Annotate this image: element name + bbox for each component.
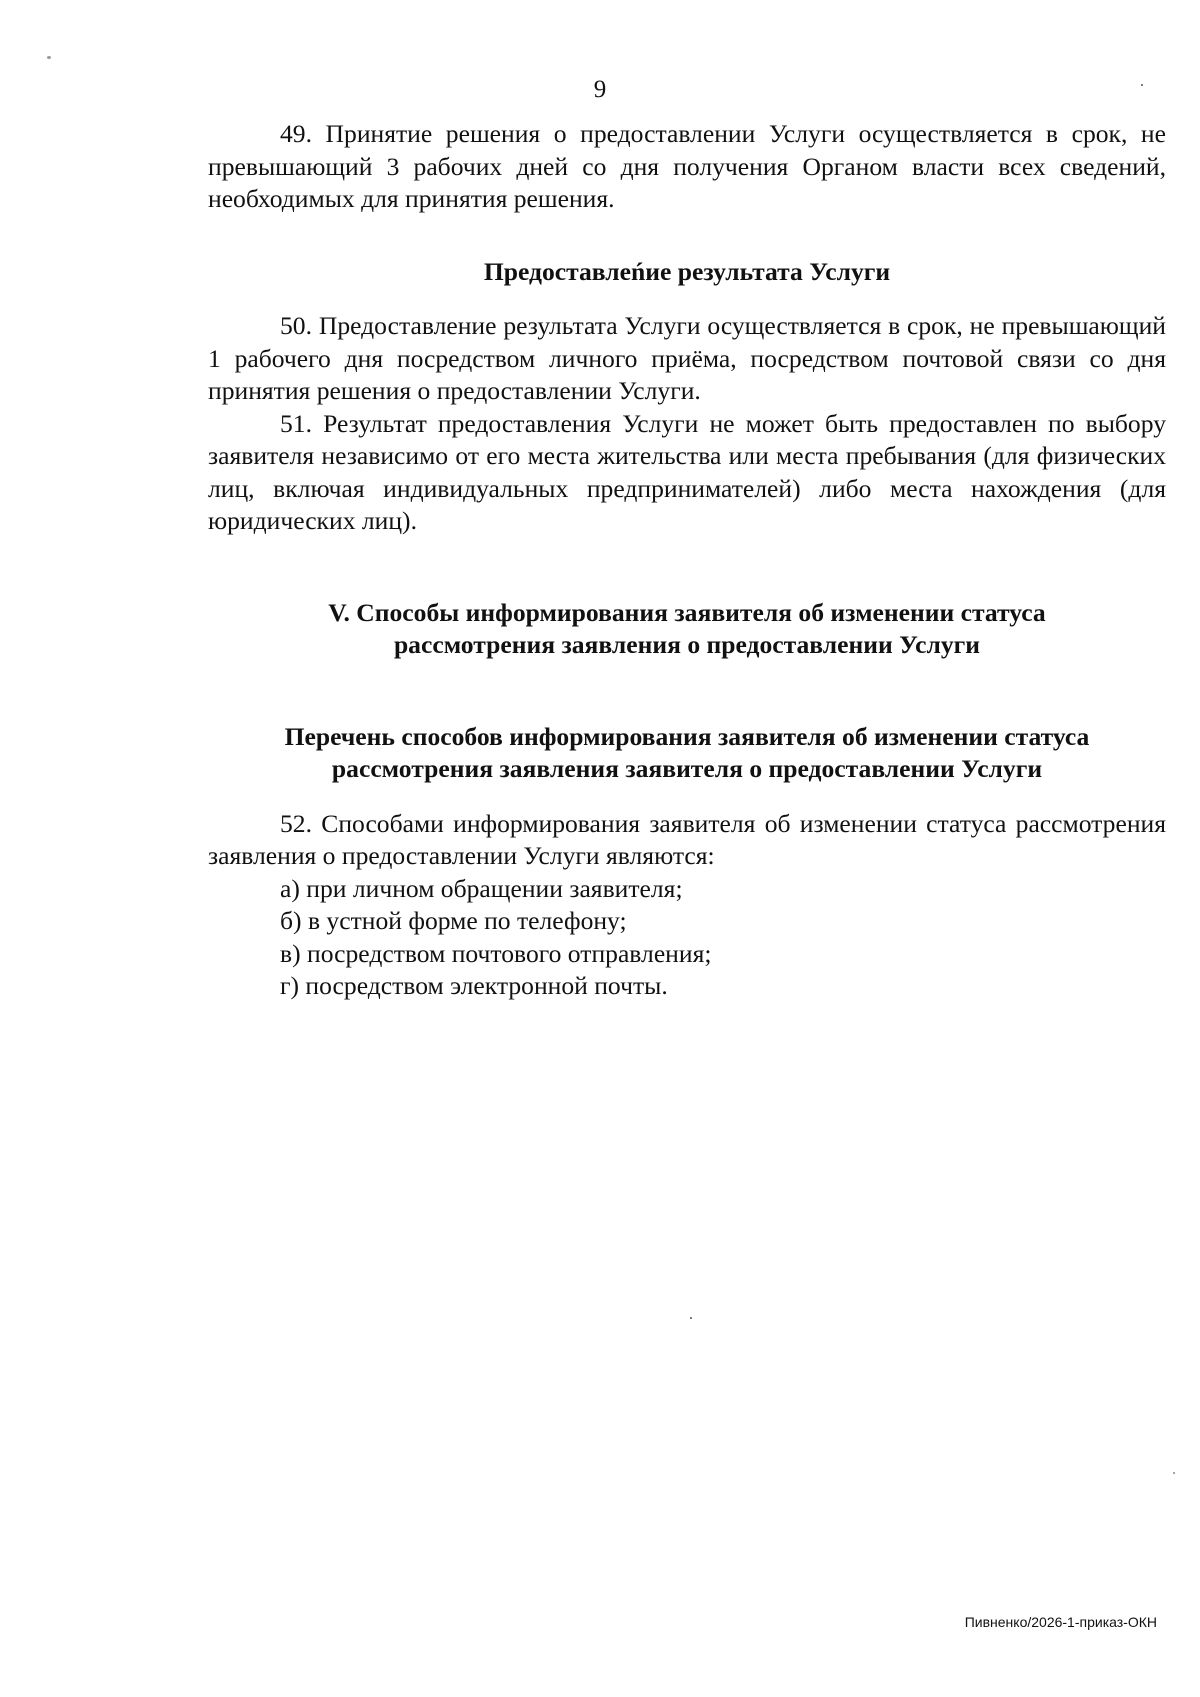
scan-speck bbox=[1141, 84, 1143, 86]
heading-result-provision: Предоставлеńие результата Услуги bbox=[483, 256, 891, 286]
section-v-heading bbox=[208, 597, 1166, 662]
page-number: 9 bbox=[593, 76, 607, 103]
list-item-b: б) в устной форме по телефону; bbox=[280, 906, 627, 935]
scan-speck bbox=[47, 56, 51, 59]
paragraph-49: 49. Принятие решения о предоставлении Услуги осуществляется в срок, не превышающий 3 рабочих дней со дня получения Органом власти всех сведений, необходимых для принятия решения. bbox=[208, 119, 1166, 213]
paragraph-50: 50. Предоставление результата Услуги осуществляется в срок, не превышающий 1 рабочего дня посредством личного приёма, посредством почтовой связи со дня принятия решения о предоставлении Услуги. bbox=[208, 311, 1166, 405]
heading-informing-methods-line-2: рассмотрения заявления заявителя о предоставлении Услуги bbox=[331, 754, 1043, 783]
paragraph-51: 51. Результат предоставления Услуги не может быть предоставлен по выбору заявителя независимо от его места жительства или места пребывания (для физических лиц, включая индивидуальных предпринимателей) либо места нахождения (для юридических лиц). bbox=[208, 408, 1166, 535]
paragraph-52: 52. Способами информирования заявителя об изменении статуса рассмотрения заявления о предоставлении Услуги являются: bbox=[208, 808, 1166, 870]
document-registration-code: Пивненко/2026-1-приказ-ОКН bbox=[964, 1614, 1157, 1630]
scan-speck bbox=[1173, 1472, 1175, 1474]
section-v-heading-line-1: V. Способы информирования заявителя об изменении статуса bbox=[328, 597, 1046, 627]
list-item-v: в) посредством почтового отправления; bbox=[280, 938, 712, 968]
scan-speck bbox=[690, 1317, 692, 1319]
heading-informing-methods bbox=[208, 721, 1166, 786]
section-v-heading-line-2: рассмотрения заявления о предоставлении Услуги bbox=[393, 630, 981, 659]
list-item-g: г) посредством электронной почты. bbox=[280, 971, 668, 1000]
list-item-a: а) при личном обращении заявителя; bbox=[280, 873, 683, 903]
heading-informing-methods-line-1: Перечень способов информирования заявителя об изменении статуса bbox=[284, 721, 1090, 751]
document-body bbox=[208, 118, 1166, 1003]
